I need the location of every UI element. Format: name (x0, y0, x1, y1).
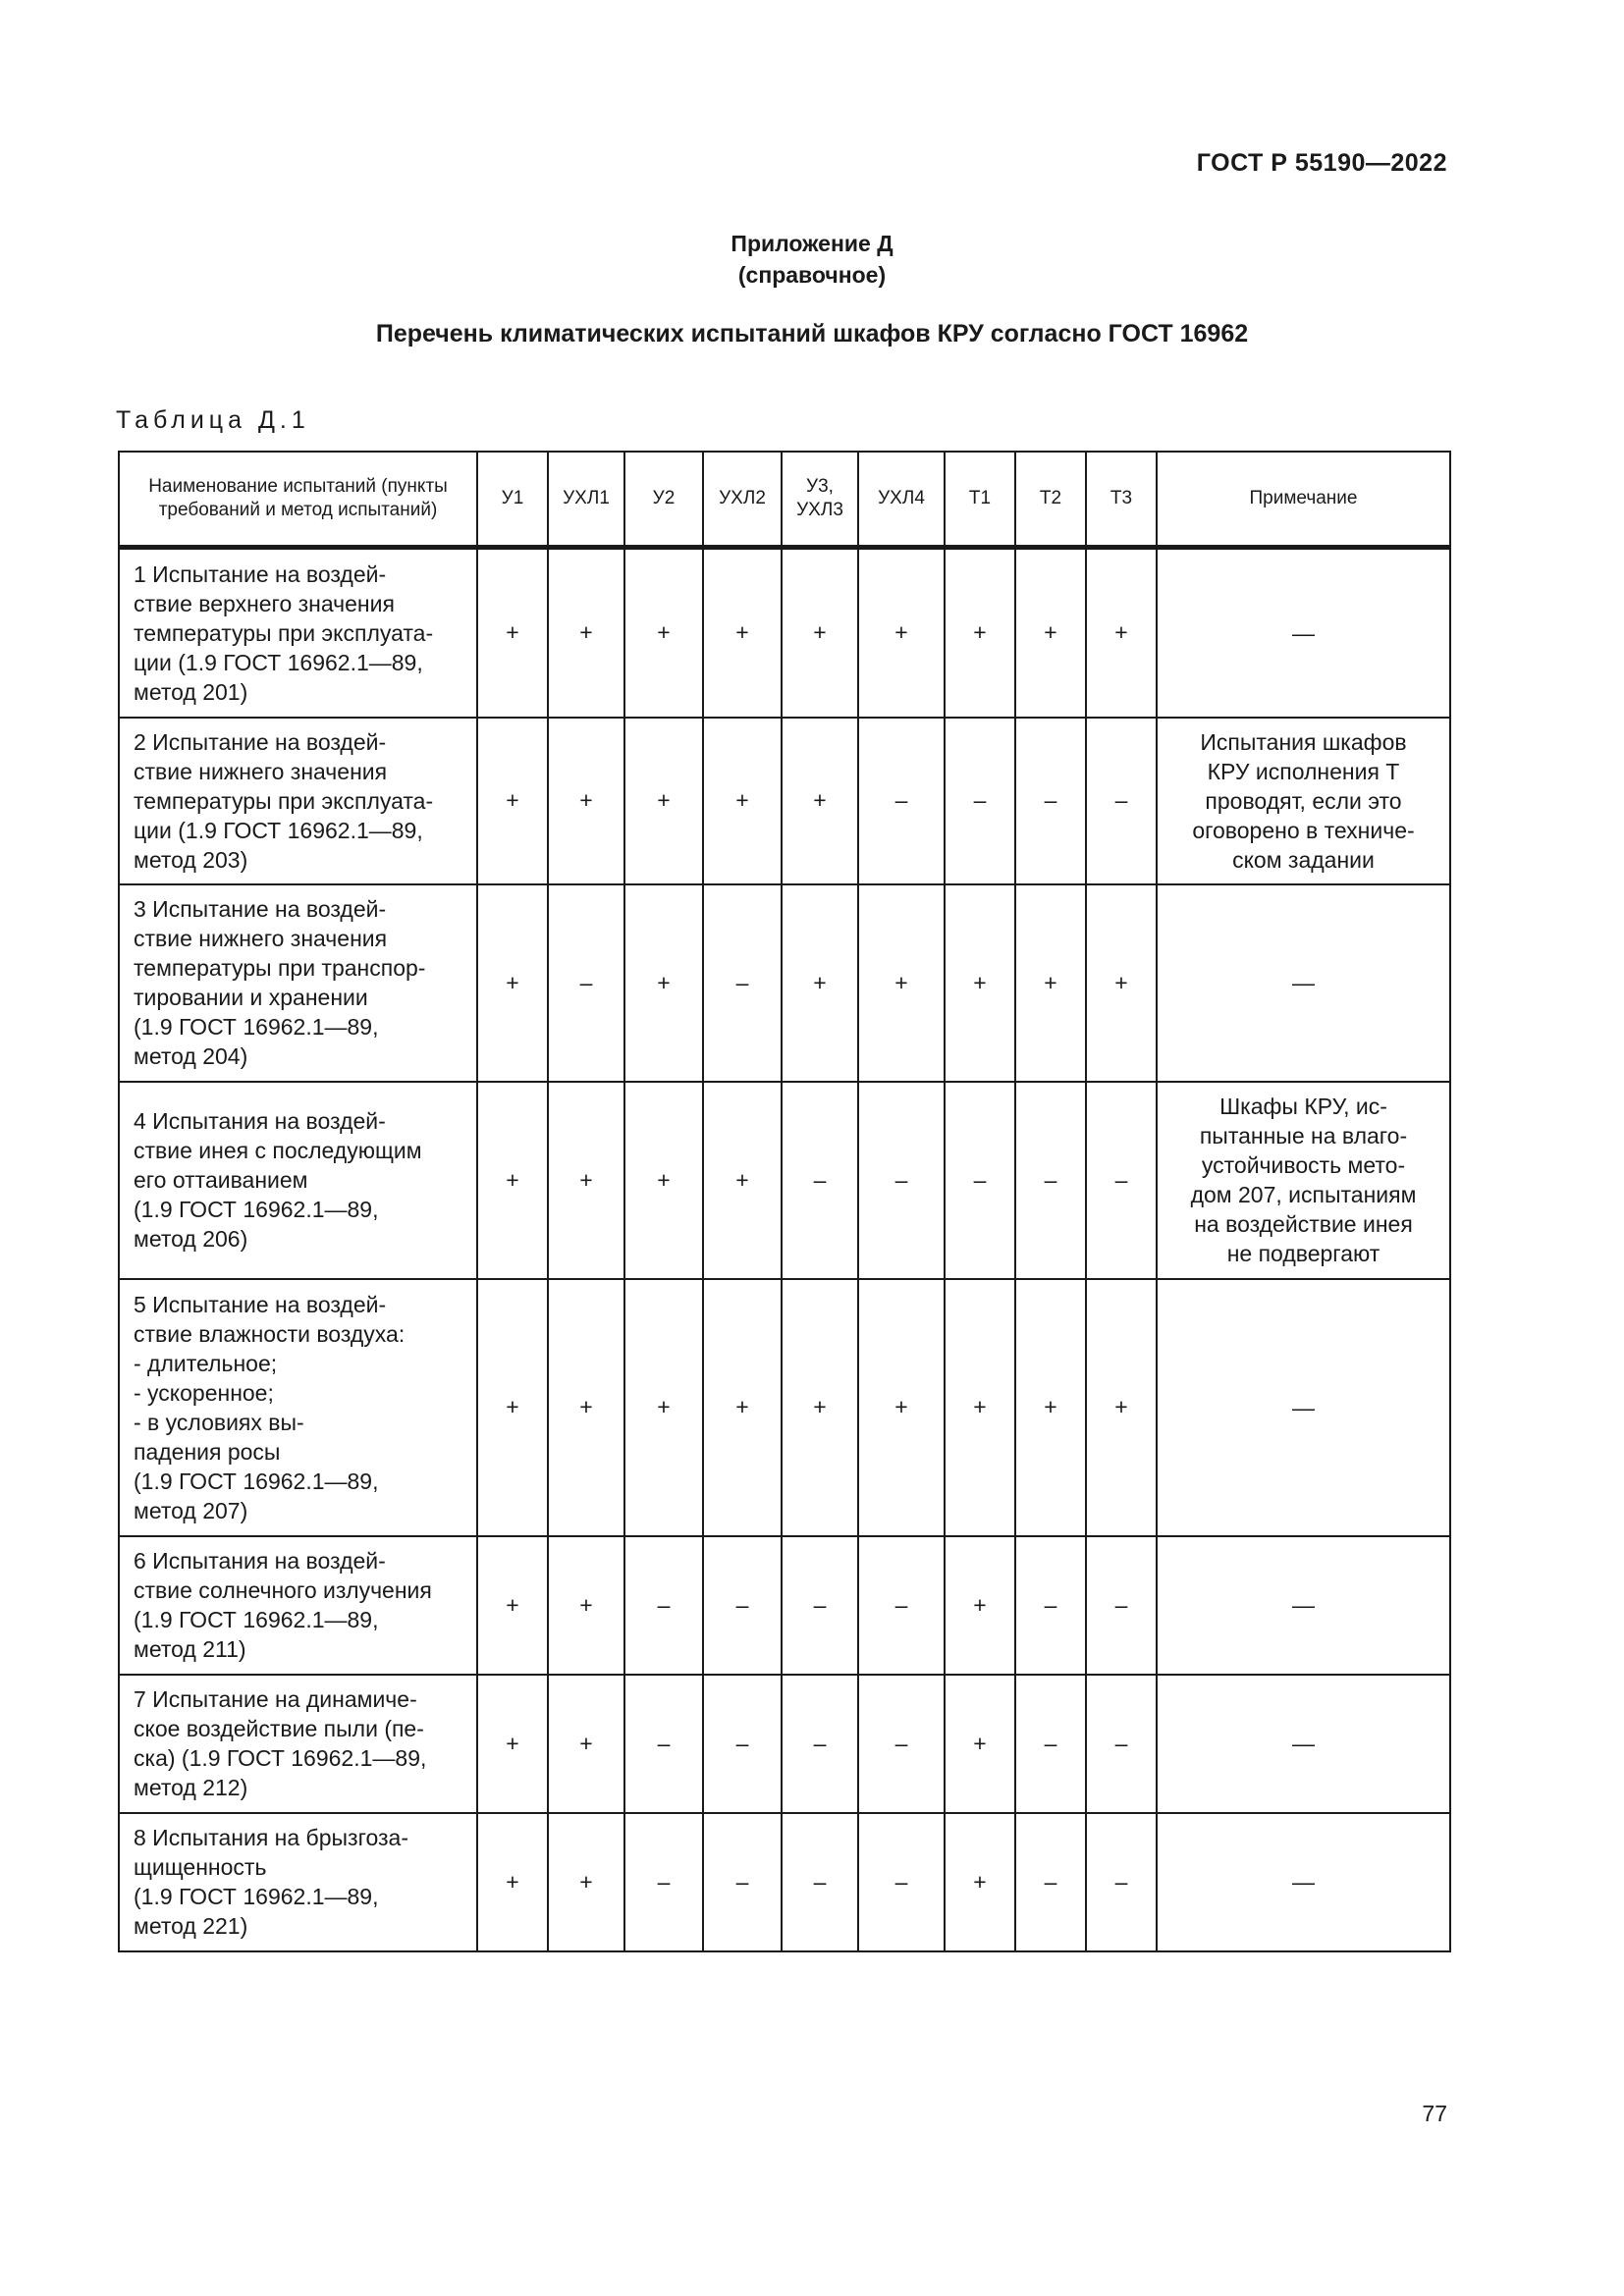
applicability-mark: + (477, 1279, 548, 1536)
applicability-mark: + (782, 718, 858, 884)
test-name-line: 3 Испытание на воздей- (134, 896, 387, 922)
applicability-mark: + (945, 1675, 1015, 1813)
appendix-subtitle: (справочное) (737, 262, 887, 288)
test-name-line: ствие инея с последующим (134, 1138, 422, 1163)
note-cell (1157, 1082, 1450, 1279)
applicability-mark: – (624, 1675, 703, 1813)
note-cell (1157, 884, 1450, 1082)
note-line: пытанные на влаго- (1199, 1123, 1408, 1148)
applicability-mark: – (858, 1813, 945, 1951)
test-name-line: 8 Испытания на брызгоза- (134, 1825, 408, 1850)
applicability-mark: + (477, 1675, 548, 1813)
test-name-line: метод 204) (134, 1043, 248, 1069)
note-line: дом 207, испытаниям (1190, 1182, 1417, 1207)
test-name-line: 6 Испытания на воздей- (134, 1548, 386, 1574)
applicability-mark: + (477, 718, 548, 884)
test-name-cell (119, 884, 477, 1082)
test-name-line: - длительное; (134, 1350, 278, 1376)
note-cell (1157, 1675, 1450, 1813)
applicability-mark: + (782, 1279, 858, 1536)
note-line: — (1292, 1394, 1315, 1420)
test-name-line: метод 221) (134, 1913, 248, 1939)
table-row (119, 884, 1450, 1082)
test-name-line: (1.9 ГОСТ 16962.1—89, (134, 1607, 379, 1632)
applicability-mark: + (945, 1813, 1015, 1951)
note-line: ском задании (1232, 846, 1375, 873)
test-name-line: ствие нижнего значения (134, 926, 388, 951)
applicability-mark: – (1086, 1536, 1157, 1675)
test-name-line: - ускоренное; (134, 1379, 274, 1406)
applicability-mark: + (858, 1279, 945, 1536)
applicability-mark: + (1015, 548, 1086, 718)
test-name-line: ции (1.9 ГОСТ 16962.1—89, (134, 817, 423, 843)
test-name-line: ствие влажности воздуха: (134, 1320, 406, 1347)
section-title: Перечень климатических испытаний шкафов КРУ согласно ГОСТ 16962 (375, 320, 1249, 347)
table-row (119, 1082, 1450, 1279)
applicability-mark: – (945, 1082, 1015, 1279)
applicability-mark: – (1015, 1675, 1086, 1813)
test-name-line: температуры при эксплуата- (134, 619, 434, 646)
note-cell (1157, 1279, 1450, 1536)
applicability-mark: + (548, 718, 624, 884)
applicability-mark: – (1015, 1813, 1086, 1951)
test-name-line: 1 Испытание на воздей- (134, 561, 387, 587)
applicability-mark: + (624, 548, 703, 718)
test-name-line: 2 Испытание на воздей- (134, 728, 387, 755)
note-line: проводят, если это (1205, 787, 1402, 814)
test-name-line: тировании и хранении (134, 985, 368, 1010)
applicability-mark: – (624, 1536, 703, 1675)
applicability-mark: + (782, 884, 858, 1082)
applicability-mark: – (1015, 718, 1086, 884)
note-cell (1157, 548, 1450, 718)
applicability-mark: – (782, 1536, 858, 1675)
test-name-line: ское воздействие пыли (пе- (134, 1716, 424, 1741)
applicability-mark: + (858, 884, 945, 1082)
test-name-line: 4 Испытания на воздей- (134, 1108, 386, 1134)
table-body (119, 548, 1450, 1951)
test-name-line: (1.9 ГОСТ 16962.1—89, (134, 1468, 379, 1494)
header-t3: Т3 (1086, 452, 1157, 548)
applicability-mark: – (1086, 1675, 1157, 1813)
header-u2: У2 (624, 452, 703, 548)
note-line: Испытания шкафов (1200, 728, 1407, 755)
applicability-mark: + (477, 1536, 548, 1675)
applicability-mark: + (548, 1813, 624, 1951)
header-u1: У1 (477, 452, 548, 548)
test-name-line: (1.9 ГОСТ 16962.1—89, (134, 1884, 379, 1909)
applicability-mark: + (624, 1279, 703, 1536)
test-name-line: (1.9 ГОСТ 16962.1—89, (134, 1197, 379, 1222)
header-uhl2: УХЛ2 (703, 452, 782, 548)
applicability-mark: + (858, 548, 945, 718)
applicability-mark: – (1086, 1082, 1157, 1279)
test-name-line: метод 206) (134, 1226, 248, 1252)
applicability-mark: + (624, 718, 703, 884)
test-name-line: падения росы (134, 1438, 281, 1465)
header-t2: Т2 (1015, 452, 1086, 548)
table-row (119, 1813, 1450, 1951)
applicability-mark: + (1086, 548, 1157, 718)
appendix-title: Приложение Д (731, 231, 893, 256)
applicability-mark: – (858, 1536, 945, 1675)
applicability-mark: – (703, 1675, 782, 1813)
applicability-mark: + (477, 548, 548, 718)
applicability-mark: + (548, 1082, 624, 1279)
note-line: устойчивость мето- (1201, 1152, 1406, 1178)
applicability-mark: – (1086, 1813, 1157, 1951)
applicability-mark: – (858, 718, 945, 884)
applicability-mark: + (548, 548, 624, 718)
note-line: КРУ исполнения Т (1207, 758, 1400, 784)
header-note: Примечание (1157, 452, 1450, 548)
test-name-cell (119, 1675, 477, 1813)
applicability-mark: + (477, 1082, 548, 1279)
table-row (119, 1279, 1450, 1536)
test-name-line: метод 203) (134, 846, 248, 873)
note-line: — (1292, 619, 1315, 646)
applicability-mark: – (858, 1082, 945, 1279)
applicability-mark: + (945, 548, 1015, 718)
note-line: на воздействие инея (1194, 1211, 1413, 1237)
table-header-row (119, 452, 1450, 548)
note-cell (1157, 1813, 1450, 1951)
applicability-mark: – (782, 1813, 858, 1951)
applicability-mark: + (548, 1675, 624, 1813)
applicability-mark: + (624, 884, 703, 1082)
test-name-line: ска) (1.9 ГОСТ 16962.1—89, (134, 1745, 427, 1771)
applicability-mark: – (1015, 1082, 1086, 1279)
table-row (119, 1675, 1450, 1813)
applicability-mark: + (477, 884, 548, 1082)
applicability-mark: – (782, 1082, 858, 1279)
note-cell (1157, 1536, 1450, 1675)
applicability-mark: + (548, 1279, 624, 1536)
test-name-cell (119, 548, 477, 718)
test-name-line: ствие солнечного излучения (134, 1577, 432, 1603)
applicability-mark: + (477, 1813, 548, 1951)
test-name-line: ствие нижнего значения (134, 758, 388, 784)
test-name-line: 5 Испытание на воздей- (134, 1291, 387, 1317)
applicability-mark: – (1086, 718, 1157, 884)
applicability-mark: – (703, 1536, 782, 1675)
test-name-line: температуры при транспор- (134, 955, 426, 981)
test-name-line: ции (1.9 ГОСТ 16962.1—89, (134, 649, 423, 675)
applicability-mark: + (945, 1536, 1015, 1675)
applicability-mark: – (703, 884, 782, 1082)
applicability-mark: – (624, 1813, 703, 1951)
document-standard-header: ГОСТ Р 55190—2022 (1196, 149, 1447, 177)
applicability-mark: – (703, 1813, 782, 1951)
note-line: оговорено в техниче- (1192, 817, 1415, 843)
test-name-line: щищенность (134, 1854, 267, 1880)
header-u3-uhl3 (782, 452, 858, 548)
header-uhl4: УХЛ4 (858, 452, 945, 548)
test-name-line: метод 212) (134, 1775, 248, 1800)
applicability-mark: + (782, 548, 858, 718)
applicability-mark: + (945, 1279, 1015, 1536)
test-name-line: температуры при эксплуата- (134, 787, 434, 814)
applicability-mark: + (1086, 1279, 1157, 1536)
note-line: не подвергают (1226, 1241, 1380, 1266)
test-name-line: метод 201) (134, 678, 248, 705)
note-line: — (1292, 1731, 1315, 1756)
note-line: — (1292, 1869, 1315, 1895)
climate-tests-table (118, 451, 1451, 1952)
applicability-mark: + (703, 718, 782, 884)
applicability-mark: + (1086, 884, 1157, 1082)
table-row (119, 1536, 1450, 1675)
test-name-line: 7 Испытание на динамиче- (134, 1686, 417, 1712)
test-name-line: ствие верхнего значения (134, 590, 395, 616)
applicability-mark: – (1015, 1536, 1086, 1675)
test-name-cell (119, 1279, 477, 1536)
applicability-mark: – (782, 1675, 858, 1813)
note-line: Шкафы КРУ, ис- (1219, 1094, 1387, 1119)
test-name-cell (119, 1082, 477, 1279)
table-label: Таблица Д.1 (116, 406, 310, 434)
table-row (119, 718, 1450, 884)
applicability-mark: + (548, 1536, 624, 1675)
applicability-mark: + (1015, 1279, 1086, 1536)
note-line: — (1292, 970, 1315, 995)
applicability-mark: + (703, 1082, 782, 1279)
applicability-mark: + (624, 1082, 703, 1279)
test-name-cell (119, 1813, 477, 1951)
applicability-mark: + (703, 1279, 782, 1536)
test-name-line: - в условиях вы- (134, 1409, 304, 1435)
header-t1: Т1 (945, 452, 1015, 548)
header-uhl1: УХЛ1 (548, 452, 624, 548)
header-test-name: Наименование испытаний (пункты требований и метод испытаний) (119, 452, 477, 548)
table-row (119, 548, 1450, 718)
applicability-mark: – (858, 1675, 945, 1813)
applicability-mark: + (945, 884, 1015, 1082)
test-name-line: метод 211) (134, 1636, 246, 1662)
test-name-line: метод 207) (134, 1497, 248, 1523)
test-name-cell (119, 718, 477, 884)
header-uhl3: УХЛ3 (796, 500, 843, 520)
note-line: — (1292, 1592, 1315, 1618)
appendix-heading (0, 228, 1624, 291)
header-u3: У3, (806, 476, 834, 497)
test-name-line: его оттаиванием (134, 1167, 308, 1193)
test-name-line: (1.9 ГОСТ 16962.1—89, (134, 1014, 379, 1040)
applicability-mark: – (945, 718, 1015, 884)
applicability-mark: – (548, 884, 624, 1082)
test-name-cell (119, 1536, 477, 1675)
applicability-mark: + (1015, 884, 1086, 1082)
note-cell (1157, 718, 1450, 884)
page-number: 77 (1422, 2101, 1447, 2126)
applicability-mark: + (703, 548, 782, 718)
